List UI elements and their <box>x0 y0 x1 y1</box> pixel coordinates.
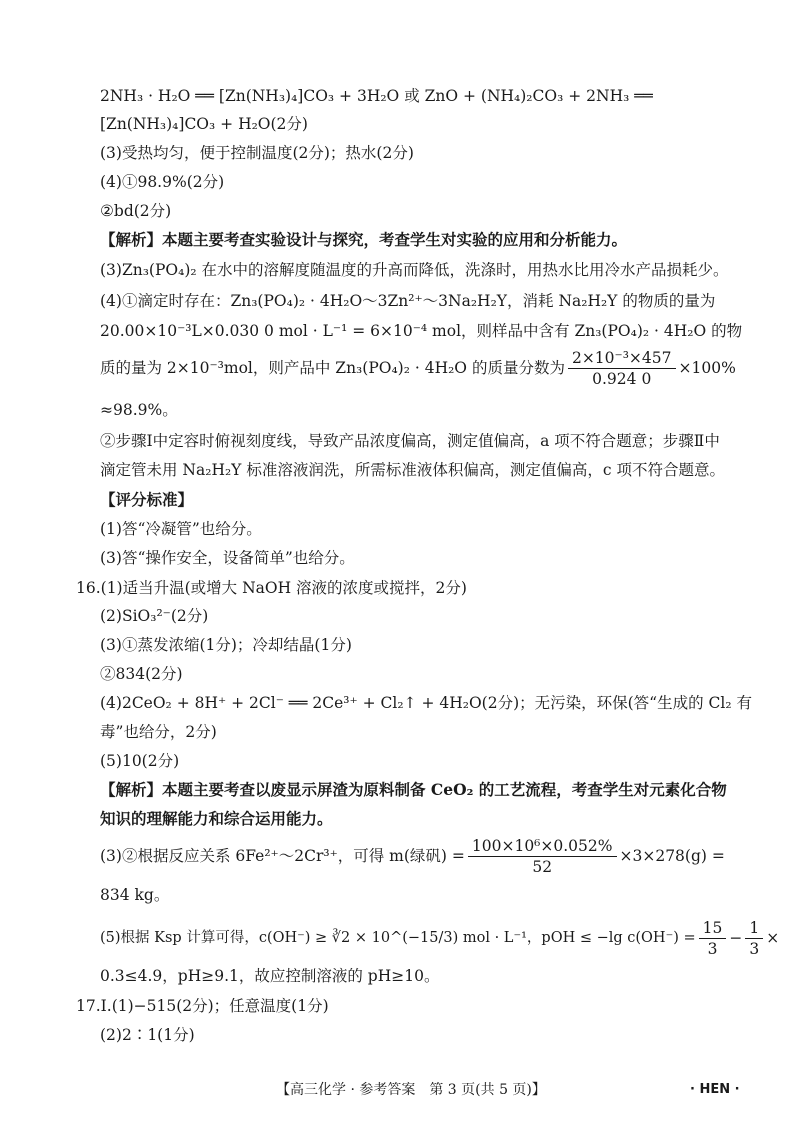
text-line: 滴定管未用 Na₂H₂Y 标准溶液润洗，所需标准液体积偏高，测定值偏高，c 项不符合题意。 <box>100 461 725 479</box>
text-line: 20.00×10⁻³L×0.030 0 mol · L⁻¹ = 6×10⁻⁴ mol，则样品中含有 Zn₃(PO₄)₂ · 4H₂O 的物 <box>100 322 743 340</box>
fraction <box>745 919 763 958</box>
text-line: (4)①98.9%(2分) <box>100 173 225 191</box>
page-footer <box>0 1078 800 1102</box>
text-line: ②步骤Ⅰ中定容时俯视刻度线，导致产品浓度偏高，测定值偏高，a 项不符合题意；步骤Ⅱ中 <box>100 432 720 450</box>
text-fragment: (5)根据 Ksp 计算可得，c(OH⁻) ≥ ∛2 × 10^(−15/3) mol · L⁻¹，pOH ≤ −lg c(OH⁻) = <box>100 930 696 946</box>
text-line: (2)2∶1(1分) <box>100 1026 195 1044</box>
text-line: (4)①滴定时存在：Zn₃(PO₄)₂ · 4H₂O～3Zn²⁺～3Na₂H₂Y，消耗 Na₂H₂Y 的物质的量为 <box>100 292 716 310</box>
footer-code: · HEN · <box>690 1082 740 1097</box>
fraction-denominator: 52 <box>532 857 553 876</box>
text-line: 0.3≤4.9，pH≥9.1，故应控制溶液的 pH≥10。 <box>100 967 440 985</box>
text-line: 2NH₃ · H₂O ══ [Zn(NH₃)₄]CO₃ + 3H₂O 或 ZnO + (NH₄)₂CO₃ + 2NH₃ ══ <box>100 87 653 105</box>
text-line: ≈98.9%。 <box>100 401 178 419</box>
text-line: (3)受热均匀，便于控制温度(2分)；热水(2分) <box>100 144 414 162</box>
analysis-heading: 【解析】本题主要考查实验设计与探究，考查学生对实验的应用和分析能力。 <box>100 230 628 249</box>
text-line: ②834(2分) <box>100 665 183 683</box>
text-line: (2)SiO₃²⁻(2分) <box>100 607 209 625</box>
question-17: 17.Ⅰ.(1)−515(2分)；任意温度(1分) <box>76 997 329 1015</box>
text-fragment: 质的量为 2×10⁻³mol，则产品中 Zn₃(PO₄)₂ · 4H₂O 的质量分数为 <box>100 359 565 377</box>
text-line: (3)①蒸发浓缩(1分)；冷却结晶(1分) <box>100 636 352 654</box>
analysis-heading-cont: 知识的理解能力和综合运用能力。 <box>100 809 333 828</box>
fraction <box>699 919 727 958</box>
fraction-denominator: 3 <box>749 939 760 958</box>
text-line: (1)答“冷凝管”也给分。 <box>100 520 262 538</box>
ph-calc-line <box>100 918 780 958</box>
green-vitriol-line <box>100 836 725 876</box>
fraction-numerator: 15 <box>699 919 727 939</box>
text-line: (3)Zn₃(PO₄)₂ 在水中的溶解度随温度的升高而降低，洗涤时，用热水比用冷水产品损耗少。 <box>100 261 729 279</box>
fraction <box>468 837 617 876</box>
text-line: (3)答“操作安全，设备简单”也给分。 <box>100 549 355 567</box>
fraction-denominator: 3 <box>707 939 718 958</box>
fraction-numerator: 100×10⁶×0.052% <box>468 837 617 857</box>
text-line: 毒”也给分，2分) <box>100 723 217 741</box>
fraction-numerator: 1 <box>745 919 763 939</box>
footer-page-info: 【高三化学 · 参考答案 第 3 页(共 5 页)】 <box>276 1082 546 1098</box>
text-fragment: × <box>766 929 780 947</box>
text-line: (5)10(2分) <box>100 752 180 770</box>
text-fragment: ×3×278(g) = <box>619 847 725 865</box>
text-fragment: ×100% <box>678 359 736 377</box>
grading-heading: 【评分标准】 <box>100 490 194 509</box>
question-16: 16.(1)适当升温(或增大 NaOH 溶液的浓度或搅拌，2分) <box>76 579 467 597</box>
text-line: ②bd(2分) <box>100 202 172 220</box>
mass-fraction-line <box>100 348 736 388</box>
fraction-numerator: 2×10⁻³×457 <box>568 349 676 369</box>
text-line: (4)2CeO₂ + 8H⁺ + 2Cl⁻ ══ 2Ce³⁺ + Cl₂↑ + 4H₂O(2分)；无污染，环保(答“生成的 Cl₂ 有 <box>100 694 752 712</box>
fraction-denominator: 0.924 0 <box>592 369 652 388</box>
text-fragment: − <box>729 929 743 947</box>
text-line: [Zn(NH₃)₄]CO₃ + H₂O(2分) <box>100 115 308 133</box>
text-line: 834 kg。 <box>100 886 170 904</box>
text-fragment: (3)②根据反应关系 6Fe²⁺～2Cr³⁺，可得 m(绿矾) = <box>100 847 465 865</box>
fraction <box>568 349 676 388</box>
analysis-heading: 【解析】本题主要考查以废显示屏渣为原料制备 CeO₂ 的工艺流程，考查学生对元素化合物 <box>100 780 727 799</box>
